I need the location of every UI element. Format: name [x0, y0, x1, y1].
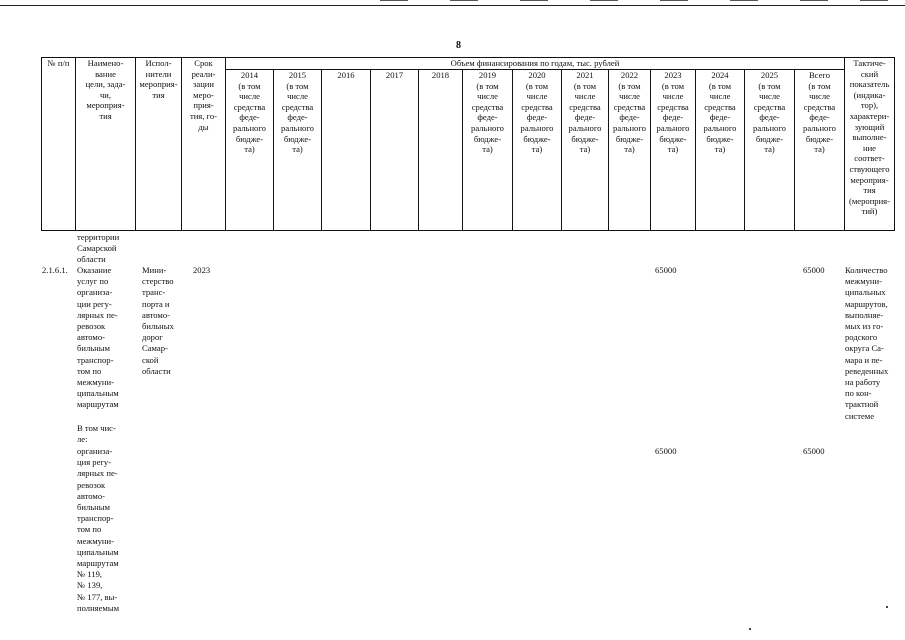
year-label: 2022 — [620, 70, 639, 80]
header-total-cell — [795, 70, 845, 231]
financing-table-header — [41, 57, 895, 231]
year-label: 2016 — [337, 70, 355, 80]
year-note: (в том числе средства феде- рального бюдже- та) — [233, 80, 266, 155]
subrow-value-total: 65000 — [803, 446, 825, 456]
year-label: 2014 — [240, 70, 259, 80]
year-note: (в том числе средства феде- рального бюдже- та) — [568, 80, 602, 155]
year-note: (в том числе средства феде- рального бюдже- та) — [656, 80, 690, 155]
header-year-cell — [745, 70, 795, 231]
year-label: 2015 — [288, 70, 307, 80]
subrow-name: организа- ция регу- лярных пе- ревозок автомо- бильным транспор- том по межмуни- ципальным маршрутам № 119, № 139, № 177, вы- полняемым — [77, 446, 120, 613]
year-note: (в том числе средства феде- рального бюдже- та) — [281, 80, 314, 155]
scan-speck — [749, 628, 751, 630]
scan-mark — [520, 0, 548, 1]
scan-mark — [590, 0, 618, 1]
total-note: (в том числе средства феде- рального бюдже- та) — [803, 80, 836, 155]
header-col-indicator: Тактиче- ский показатель (индика- тор), характери- зующий выполне- ние соответ- ствующего мероприя- тия (мероприя- тий) — [845, 58, 895, 231]
scan-mark — [380, 0, 408, 1]
header-year-cell — [651, 70, 696, 231]
year-label: 2018 — [431, 70, 450, 80]
header-year-cell — [371, 70, 419, 231]
year-label: 2023 — [664, 70, 682, 80]
year-label: 2019 — [478, 70, 497, 80]
total-label: Всего — [808, 70, 831, 80]
measure-term: 2023 — [193, 265, 211, 275]
including-label: В том чис- ле: — [77, 423, 116, 445]
header-year-cell — [513, 70, 562, 231]
header-col-term: Срок реали- зации меро- прия- тия, го- ды — [182, 58, 226, 231]
scan-mark — [730, 0, 758, 1]
header-financing-span: Объем финансирования по годам, тыс. рублей — [226, 58, 845, 70]
scan-mark — [860, 0, 888, 1]
header-year-cell — [226, 70, 274, 231]
page-top-border — [0, 5, 905, 6]
header-year-cell — [562, 70, 609, 231]
header-col-executor: Испол- нители мероприя- тия — [136, 58, 182, 231]
header-col-name: Наимено- вание цели, зада- чи, мероприя- тия — [76, 58, 136, 231]
year-label: 2024 — [711, 70, 729, 80]
year-note: (в том числе средства феде- рального бюдже- та) — [753, 80, 786, 155]
year-note: (в том числе средства феде- рального бюдже- та) — [613, 80, 646, 155]
year-label: 2017 — [385, 70, 404, 80]
value-total: 65000 — [803, 265, 825, 275]
scan-speck — [886, 606, 888, 608]
measure-name: Оказание услуг по организа- ции регу- лярных пе- ревозок автомо- бильным транспор- том по межмуни- ципальным маршрутам — [77, 265, 119, 410]
year-label: 2020 — [528, 70, 546, 80]
header-year-cell — [322, 70, 371, 231]
header-col-number: № п/п — [42, 58, 76, 231]
year-note: (в том числе средства феде- рального бюдже- та) — [520, 80, 554, 155]
year-note: (в том числе средства феде- рального бюдже- та) — [471, 80, 504, 155]
page-number: 8 — [456, 40, 461, 51]
scan-mark — [660, 0, 688, 1]
value-2023: 65000 — [655, 265, 677, 275]
year-note: (в том числе средства феде- рального бюдже- та) — [703, 80, 737, 155]
measure-executor: Мини- стерство транс- порта и автомо- бильных дорог Самар- ской области — [142, 265, 174, 376]
row-number: 2.1.6.1. — [42, 265, 68, 275]
subrow-value-2023: 65000 — [655, 446, 677, 456]
carryover-text: территории Самарской области — [77, 232, 120, 265]
header-year-cell — [274, 70, 322, 231]
header-year-cell — [609, 70, 651, 231]
scan-mark — [450, 0, 478, 1]
year-label: 2021 — [576, 70, 594, 80]
header-year-cell — [696, 70, 745, 231]
header-year-cell — [419, 70, 463, 231]
year-label: 2025 — [760, 70, 779, 80]
scan-mark — [800, 0, 828, 1]
indicator-text: Количество межмуни- ципальных маршрутов, выполняе- мых из го- родского округа Са- мара и пе- реведенных на работу по кон- трактной системе — [845, 265, 889, 421]
header-year-cell — [463, 70, 513, 231]
